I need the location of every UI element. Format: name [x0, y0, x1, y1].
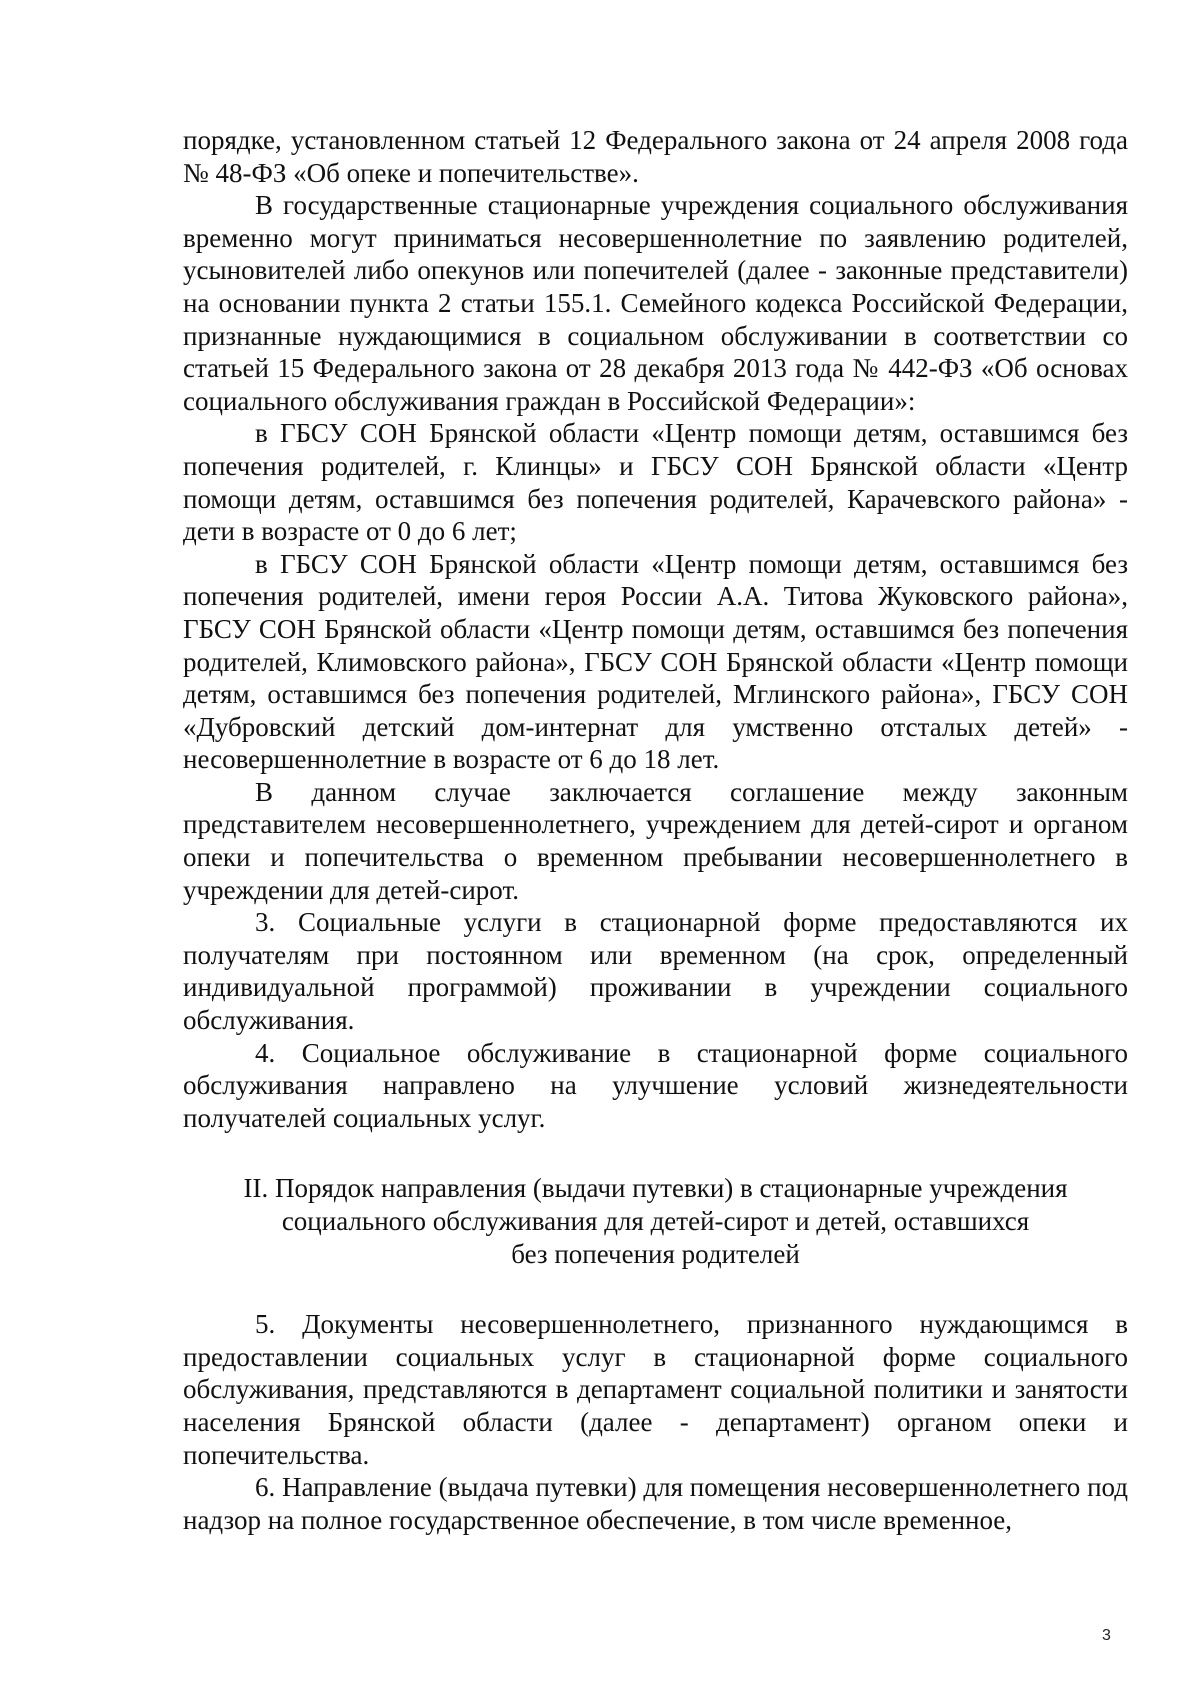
paragraph-item-6: 6. Направление (выдача путевки) для помещения несовершеннолетнего под надзор на полное государственное обеспечение, в том числе временное,	[183, 1472, 1128, 1535]
paragraph-continuation: порядке, установленном статьей 12 Федерального закона от 24 апреля 2008 года № 48-ФЗ «Об опеке и попечительстве».	[183, 125, 1128, 188]
paragraph-item-4: 4. Социальное обслуживание в стационарной форме социального обслуживания направлено на улучшение условий жизнедеятельности получателей социальных услуг.	[183, 1037, 1128, 1133]
document-body	[183, 124, 1128, 1536]
section-heading-line: без попечения родителей	[511, 1238, 800, 1269]
section-heading	[183, 1172, 1128, 1270]
page-number: 3	[1102, 1627, 1111, 1644]
paragraph-item-3: 3. Социальные услуги в стационарной форме предоставляются их получателям при постоянном или временном (на срок, определенный индивидуальной программой) проживании в учреждении социального обслуживания.	[183, 907, 1128, 1036]
section-heading-line: II. Порядок направления (выдачи путевки) в стационарные учреждения	[243, 1173, 1068, 1204]
paragraph-item-5: 5. Документы несовершеннолетнего, признанного нуждающимся в предоставлении социальных услуг в стационарной форме социального обслуживания, представляются в департамент социальной политики и занятости населения Брянской области (далее - департамент) органом опеки и попечительства.	[183, 1309, 1128, 1470]
paragraph-agreement: В данном случае заключается соглашение между законным представителем несовершеннолетнего, учреждением для детей-сирот и органом опеки и попечительства о временном пребывании несовершеннолетнего в учреждении для детей-сирот.	[183, 776, 1128, 905]
paragraph-institutions-age-0-6: в ГБСУ СОН Брянской области «Центр помощи детям, оставшимся без попечения родителей, г. Клинцы» и ГБСУ СОН Брянской области «Центр помощи детям, оставшимся без попечения родителей, Карачевского района» - дети в возрасте от 0 до 6 лет;	[183, 418, 1128, 547]
paragraph-institutions-age-6-18: в ГБСУ СОН Брянской области «Центр помощи детям, оставшимся без попечения родителей, имени героя России А.А. Титова Жуковского района», ГБСУ СОН Брянской области «Центр помощи детям, оставшимся без попечения родителей, Климовского района», ГБСУ СОН Брянской области «Центр помощи детям, оставшимся без попечения родителей, Мглинского района», ГБСУ СОН «Дубровский детский дом-интернат для умственно отсталых детей» - несовершеннолетние в возрасте от 6 до 18 лет.	[183, 548, 1128, 775]
paragraph-temporary-admission: В государственные стационарные учреждения социального обслуживания временно могут приниматься несовершеннолетние по заявлению родителей, усыновителей либо опекунов или попечителей (далее - законные представители) на основании пункта 2 статьи 155.1. Семейного кодекса Российской Федерации, признанные нуждающимися в социальном обслуживании в соответствии со статьей 15 Федерального закона от 28 декабря 2013 года № 442-ФЗ «Об основах социального обслуживания граждан в Российской Федерации»:	[183, 190, 1128, 416]
section-heading-line: социального обслуживания для детей-сирот и детей, оставшихся	[281, 1206, 1030, 1236]
